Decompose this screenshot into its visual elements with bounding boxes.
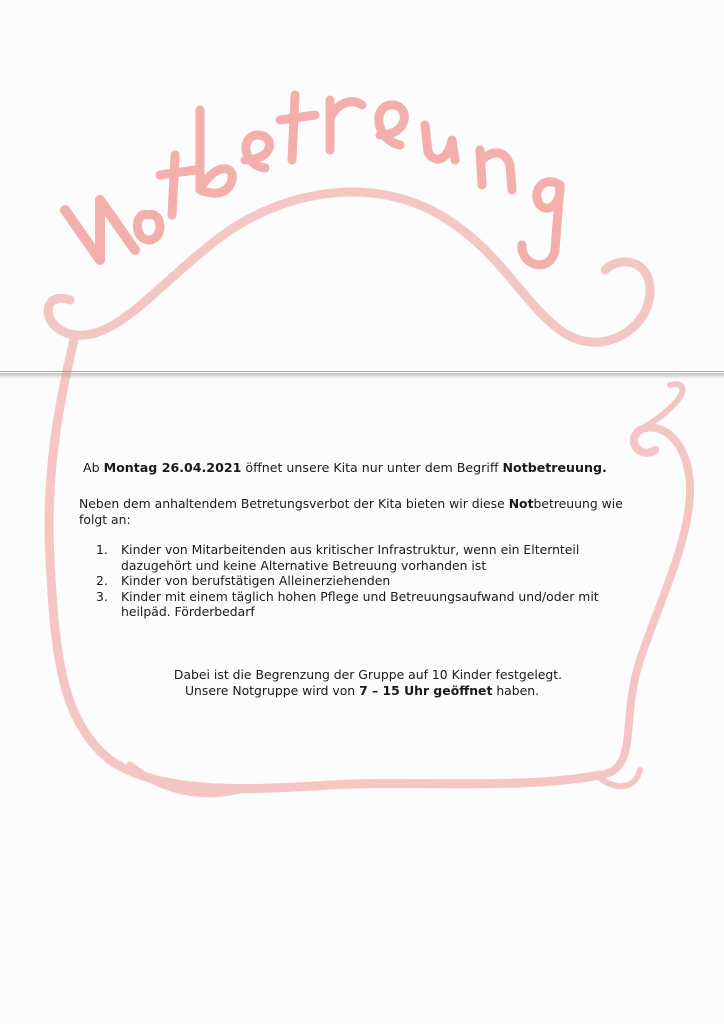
hours-prefix: Unsere Notgruppe wird von <box>184 683 360 698</box>
paragraph-after: betreuung wie folgt an: <box>79 496 623 527</box>
description-paragraph <box>79 496 639 528</box>
intro-date: Montag 26.04.2021 <box>103 460 242 475</box>
list-item-number: 2. <box>96 573 108 588</box>
intro-prefix: Ab <box>83 460 104 475</box>
list-item-text: Kinder mit einem täglich hohen Pflege und Betreuungsaufwand und/oder mit heilpäd. Förderbedarf <box>121 588 599 619</box>
hours-bold: 7 – 15 Uhr geöffnet <box>359 683 493 698</box>
opening-hours-line <box>0 683 724 698</box>
list-item <box>96 542 626 573</box>
list-item-text: Kinder von berufstätigen Alleinerziehenden <box>121 573 391 588</box>
intro-line <box>83 460 607 475</box>
intro-middle: öffnet unsere Kita nur unter dem Begriff <box>241 460 503 475</box>
group-limit-line: Dabei ist die Begrenzung der Gruppe auf 10 Kinder festgelegt. <box>173 667 563 682</box>
list-item <box>96 573 626 589</box>
hours-suffix: haben. <box>492 683 540 698</box>
paragraph-before: Neben dem anhaltendem Betretungsverbot der Kita bieten wir diese <box>79 496 509 511</box>
paragraph-bold: Not <box>508 496 534 511</box>
criteria-list <box>96 542 626 620</box>
list-item-number: 3. <box>96 588 108 604</box>
list-item-text: Kinder von Mitarbeitenden aus kritischer Infrastruktur, wenn ein Elternteil dazugehört und keine Alternative Betreuung vorhanden ist <box>121 542 580 573</box>
intro-term: Notbetreuung. <box>502 460 607 475</box>
list-item-number: 1. <box>96 542 108 557</box>
list-item <box>96 589 626 620</box>
